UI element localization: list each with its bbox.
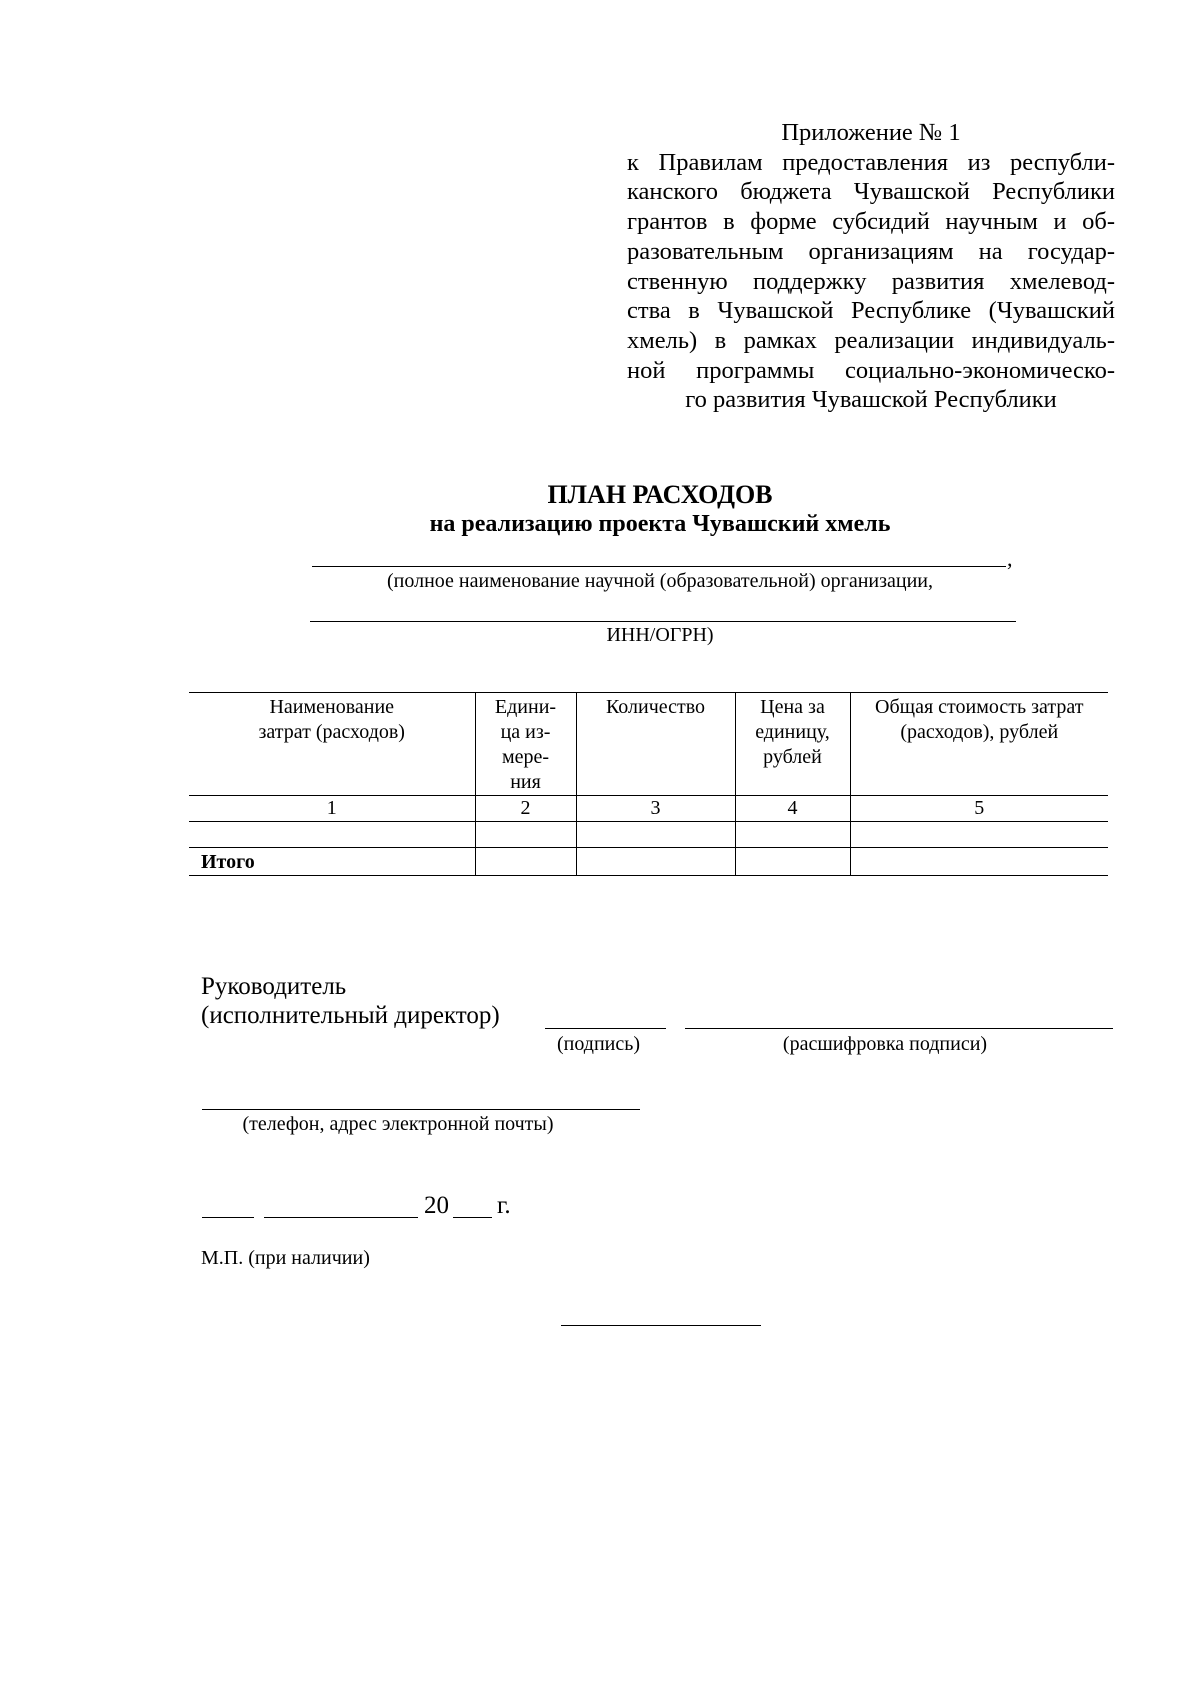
table-cell	[735, 822, 850, 848]
table-cell	[189, 822, 475, 848]
signature-decode-caption: (расшифровка подписи)	[782, 1033, 988, 1055]
column-number: 5	[850, 796, 1108, 822]
org-inn-line	[310, 621, 1016, 622]
annex-line: разовательным организациям на государ-	[627, 237, 1115, 265]
table-row	[189, 822, 1108, 848]
contact-caption: (телефон, адрес электронной почты)	[242, 1113, 554, 1135]
date-year-line	[453, 1217, 492, 1218]
annex-line: ной программы социально-экономическо-	[627, 356, 1115, 384]
date-suffix: г.	[497, 1192, 511, 1219]
org-name-line	[312, 566, 1006, 567]
annex-line: хмель) в рамках реализации индивидуаль-	[627, 326, 1115, 354]
annex-line: ства в Чувашской Республике (Чувашский	[627, 297, 1115, 325]
annex-line: канского бюджета Чувашской Республики	[627, 178, 1115, 206]
date-day-line	[202, 1217, 254, 1218]
date-year-prefix: 20	[424, 1192, 449, 1219]
signature-caption: (подпись)	[556, 1033, 641, 1055]
table-header-row	[189, 693, 1108, 796]
expense-plan-table	[189, 692, 1108, 876]
signature-line	[545, 1028, 666, 1029]
document-title: ПЛАН РАСХОДОВ	[547, 480, 773, 509]
annex-line-last: го развития Чувашской Республики	[685, 386, 1057, 414]
signer-role-line2: (исполнительный директор)	[201, 1002, 500, 1029]
table-cell	[576, 848, 735, 876]
column-number: 2	[475, 796, 576, 822]
contact-line	[202, 1109, 640, 1110]
table-cell	[850, 848, 1108, 876]
total-label: Итого	[189, 848, 475, 876]
date-month-line	[264, 1217, 418, 1218]
column-number: 4	[735, 796, 850, 822]
table-total-row	[189, 848, 1108, 876]
signer-role-line1: Руководитель	[201, 973, 347, 1000]
table-cell	[850, 822, 1108, 848]
annex-line: грантов в форме субсидий научным и об-	[627, 208, 1115, 236]
org-name-comma: ,	[1007, 546, 1013, 571]
org-name-caption: (полное наименование научной (образовательной) организации,	[387, 570, 933, 592]
column-header-cost-name: Наименование затрат (расходов)	[189, 693, 475, 796]
annex-line: ственную поддержку развития хмелевод-	[627, 267, 1115, 295]
stamp-note: М.П. (при наличии)	[201, 1247, 370, 1269]
column-header-quantity: Количество	[576, 693, 735, 796]
signature-decode-line	[685, 1028, 1113, 1029]
table-cell	[475, 848, 576, 876]
document-subtitle: на реализацию проекта Чувашский хмель	[429, 511, 891, 537]
column-number: 3	[576, 796, 735, 822]
table-cell	[475, 822, 576, 848]
table-number-row	[189, 796, 1108, 822]
column-number: 1	[189, 796, 475, 822]
closing-separator	[561, 1325, 761, 1326]
column-header-unit-price: Цена за единицу, рублей	[735, 693, 850, 796]
table-cell	[735, 848, 850, 876]
annex-header: Приложение № 1	[781, 119, 961, 146]
org-inn-caption: ИНН/ОГРН)	[606, 624, 714, 646]
signer-role	[201, 972, 500, 1030]
column-header-total-cost: Общая стоимость затрат (расходов), рублей	[850, 693, 1108, 796]
column-header-unit: Едини- ца из- мере- ния	[475, 693, 576, 796]
annex-line: к Правилам предоставления из республи-	[627, 148, 1115, 176]
annex-block	[627, 118, 1115, 415]
table-cell	[576, 822, 735, 848]
